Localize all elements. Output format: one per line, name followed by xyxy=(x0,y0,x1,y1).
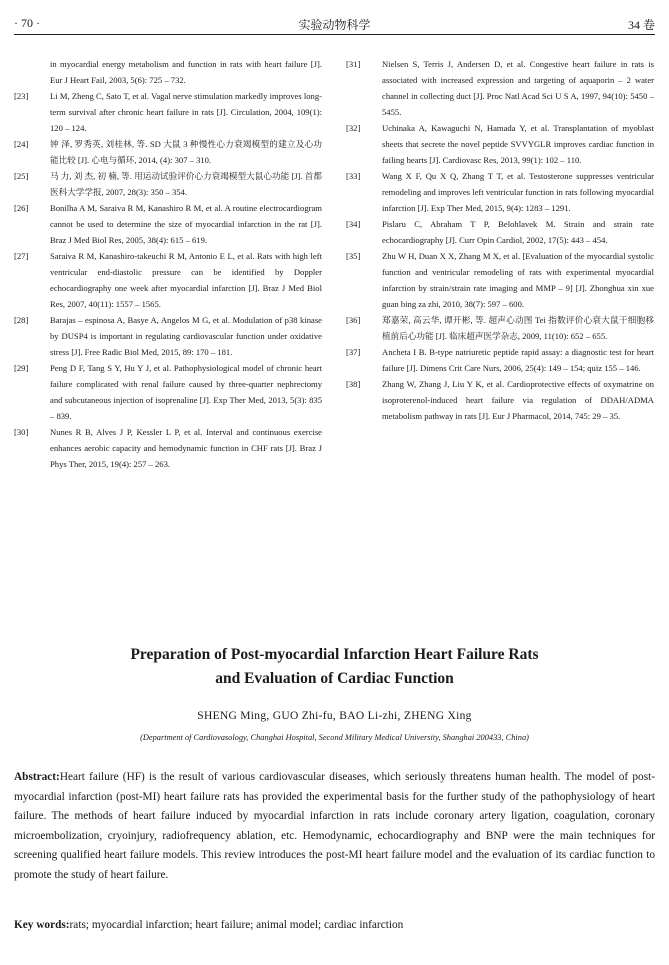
reference-text: Nunes R B, Alves J P, Kessler L P, et al. Interval and continuous exercise enhances aerobic capacity and hemodynamic function in CHF rats [J]. Braz J Phys Ther, 2015, 19(4): 257 – 263. xyxy=(50,427,322,469)
keywords-label: Key words: xyxy=(14,919,70,931)
reference-item xyxy=(346,312,654,344)
keywords xyxy=(14,916,655,935)
reference-text: Wang X F, Qu X Q, Zhang T T, et al. Testosterone suppresses ventricular remodeling and improves left ventricular function in rats following myocardial infarction [J]. Exp Ther Med, 2015, 9(4): 1283 – 1291. xyxy=(382,171,654,213)
reference-text: Bonilha A M, Saraiva R M, Kanashiro R M, et al. A routine electrocardiogram cannot be used to determine the size of myocardial infarction in the rat [J]. Braz J Med Biol Res, 2005, 38(4): 615 – 619. xyxy=(50,203,322,245)
reference-text: Ancheta I B. B-type natriuretic peptide rapid assay: a diagnostic test for heart failure [J]. Dimens Crit Care Nurs, 2006, 25(4): 149 – 154; quiz 155 – 146. xyxy=(382,347,654,373)
reference-text: Nielsen S, Terris J, Andersen D, et al. Congestive heart failure in rats is associated with increased expression and targeting of aquaporin – 2 water channel in collecting duct [J]. Proc Natl Acad Sci U S A, 1997, 94(10): 5450 – 5455. xyxy=(382,59,654,117)
reference-number: [37] xyxy=(346,347,361,357)
page-number: · 70 · xyxy=(14,16,40,30)
reference-list-left xyxy=(14,56,322,472)
reference-item xyxy=(346,248,654,312)
authors: SHENG Ming, GUO Zhi-fu, BAO Li-zhi, ZHENG Xing xyxy=(197,710,472,722)
reference-number: [24] xyxy=(14,139,29,149)
reference-number: [28] xyxy=(14,315,29,325)
reference-text: Zhang W, Zhang J, Liu Y K, et al. Cardioprotective effects of oxymatrine on isoproterenol-induced heart failure via regulation of DDAH/ADMA metabolism pathway in rats [J]. Eur J Pharmacol, 2014, 745: 29 – 35. xyxy=(382,379,654,421)
reference-item xyxy=(14,136,322,168)
abstract-label: Abstract: xyxy=(14,771,60,783)
reference-item xyxy=(14,312,322,360)
reference-list-right xyxy=(346,56,654,424)
reference-number: [29] xyxy=(14,363,29,373)
reference-text: Uchinaka A, Kawaguchi N, Hamada Y, et al. Transplantation of myoblast sheets that secrete the novel peptide SVVYGLR improves cardiac function in failing hearts [J]. Cardiovasc Res, 2013, 99(1): 102 – 110. xyxy=(382,123,654,165)
reference-text: Saraiva R M, Kanashiro-takeuchi R M, Antonio E L, et al. Rats with high left ventricular end-diastolic pressure can be identified by Doppler echocardiography one week after myocardial infarction [J]. Braz J Med Biol Res, 2007, 40(11): 1557 – 1565. xyxy=(50,251,322,309)
reference-text: Pislaru C, Abraham T P, Belohlavek M. Strain and strain rate echocardiography [J]. Curr Opin Cardiol, 2002, 17(5): 443 – 454. xyxy=(382,219,654,245)
page-header xyxy=(14,14,655,35)
reference-item xyxy=(14,360,322,424)
reference-item xyxy=(14,168,322,200)
reference-item xyxy=(346,56,654,120)
reference-text: in myocardial energy metabolism and function in rats with heart failure [J]. Eur J Heart Fail, 2003, 5(6): 725 – 732. xyxy=(50,59,322,85)
reference-number: [27] xyxy=(14,251,29,261)
reference-text: 郑嘉荣, 高云华, 谭开彬, 等. 超声心动图 Tei 指数评价心衰大鼠干细胞移植前后心功能 [J]. 临床超声医学杂志, 2009, 11(10): 652 – 655. xyxy=(382,315,654,341)
english-title xyxy=(20,643,649,691)
reference-item xyxy=(346,168,654,216)
reference-text: 钟 泽, 罗秀英, 刘桂林, 等. SD 大鼠 3 种慢性心力衰竭模型的建立及心功能比较 [J]. 心电与循环, 2014, (4): 307 – 310. xyxy=(50,139,322,165)
reference-number: [38] xyxy=(346,379,361,389)
reference-text: Li M, Zheng C, Sato T, et al. Vagal nerve stimulation markedly improves long-term survival after chronic heart failure in rats [J]. Circulation, 2004, 109(1): 120 – 124. xyxy=(50,91,322,133)
volume-label: 34 卷 xyxy=(627,18,655,32)
reference-item xyxy=(346,120,654,168)
reference-item xyxy=(346,216,654,248)
reference-text: 马 力, 刘 杰, 初 楠, 等. 用运动试验评价心力衰竭模型大鼠心功能 [J]. 首都医科大学学报, 2007, 28(3): 350 – 354. xyxy=(50,171,322,197)
reference-number: [31] xyxy=(346,59,361,69)
reference-text: Barajas – espinosa A, Basye A, Angelos M G, et al. Modulation of p38 kinase by DUSP4 is important in regulating cardiovascular function under oxidative stress [J]. Free Radic Biol Med, 2015, 89: 170 – 181. xyxy=(50,315,322,357)
reference-item xyxy=(14,424,322,472)
reference-item xyxy=(14,200,322,248)
reference-number: [35] xyxy=(346,251,361,261)
reference-item xyxy=(14,88,322,136)
title-line-2: and Evaluation of Cardiac Function xyxy=(215,670,454,687)
reference-number: [34] xyxy=(346,219,361,229)
journal-name: 实验动物科学 xyxy=(298,18,371,32)
reference-text: Peng D F, Tang S Y, Hu Y J, et al. Pathophysiological model of chronic heart failure complicated with renal failure caused by three-quarter nephrectomy and subcutaneous injection of isoprenaline [J]. Exp Ther Med, 2013, 5(3): 835 – 839. xyxy=(50,363,322,421)
abstract xyxy=(14,768,655,885)
reference-number: [36] xyxy=(346,315,361,325)
keywords-text: rats; myocardial infarction; heart failure; animal model; cardiac infarction xyxy=(69,919,404,931)
title-line-1: Preparation of Post-myocardial Infarction Heart Failure Rats xyxy=(130,646,539,663)
reference-number: [23] xyxy=(14,91,29,101)
reference-number: [30] xyxy=(14,427,29,437)
reference-item xyxy=(346,376,654,424)
reference-item xyxy=(14,56,322,88)
reference-number: [26] xyxy=(14,203,29,213)
abstract-text: Heart failure (HF) is the result of various cardiovascular diseases, which seriously threatens human health. The model of post-myocardial infarction (post-MI) heart failure rats has provided the experimental basis for the further study of the pathophysiology of heart failure. The methods of heart failure induced by myocardial infarction in rats include coronary artery ligation, coagulation, coronary microembolization, cryoinjury, radiofrequency ablation, etc. Hemodynamic, echocardiography and BNP were the main techniques for screening qualified heart failure models. This review introduces the post-MI heart failure model and the evaluation of its cardiac function to promote the study of heart failure. xyxy=(14,771,655,881)
reference-item xyxy=(14,248,322,312)
reference-number: [33] xyxy=(346,171,361,181)
reference-number: [32] xyxy=(346,123,361,133)
reference-number: [25] xyxy=(14,171,29,181)
affiliation: (Department of Cardiovasology, Changhai Hospital, Second Military Medical University, Shanghai 200433, China) xyxy=(140,733,529,742)
reference-text: Zhu W H, Duan X X, Zhang M X, et al. [Evaluation of the myocardial systolic function and ventricular remodeling of rats with experimental myocardial infarction by strain/strain rate imaging and MMP – 9] [J]. Zhonghua xin xue guan bing za zhi, 2010, 38(7): 597 – 600. xyxy=(382,251,654,309)
reference-item xyxy=(346,344,654,376)
